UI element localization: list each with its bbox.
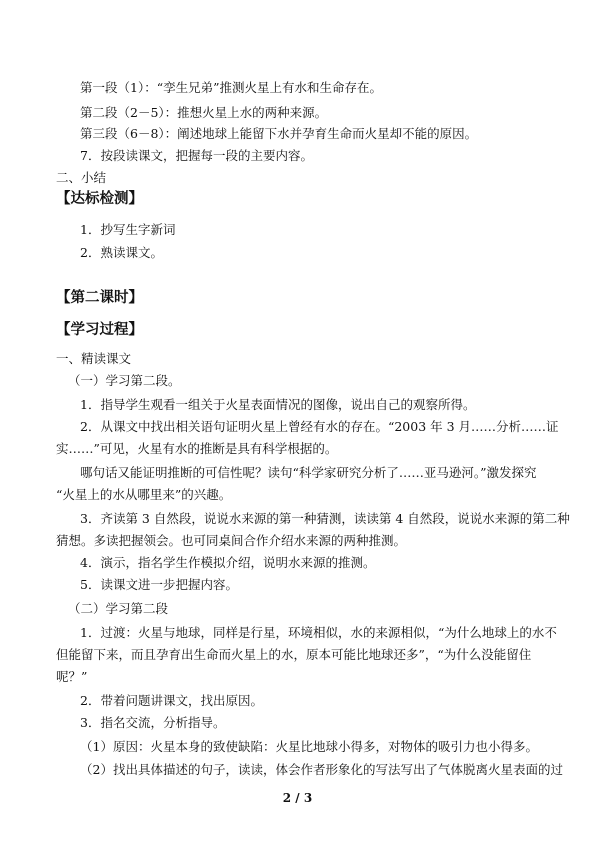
paragraph-5: 4．演示，指名学生作模拟介绍，说明水来源的推测。 — [80, 555, 376, 570]
paragraph-6: 5．读课文进一步把握内容。 — [80, 577, 238, 592]
transition-line-1: 1．过渡：火星与地球，同样是行星，环境相似，水的来源相似，“为什么地球上的水不 — [80, 625, 557, 640]
paragraph-2-line-1: 2．从课文中找出相关语句证明火星上曾经有水的存在。“2003 年 3 月……分析……证 — [80, 419, 559, 434]
subsection-1: （一）学习第二段。 — [68, 373, 181, 388]
paragraph-4-line-1: 3．齐读第 3 自然段，说说水来源的第一种猜测，读读第 4 自然段，说说水来源的第二种 — [80, 511, 570, 526]
section-1-heading: 一、精读课文 — [56, 351, 132, 366]
check-item-2: 2．熟读课文。 — [80, 245, 163, 260]
process-heading: 【学习过程】 — [56, 322, 143, 338]
page-number: 2 / 3 — [282, 791, 313, 805]
outline-part-2: 第二段（2－5）：推想火星上水的两种来源。 — [80, 105, 328, 120]
paragraph-4-line-2: 猜想。多读把握领会。也可同桌间合作介绍水来源的两种推测。 — [56, 533, 407, 548]
check-item-1: 1．抄写生字新词 — [80, 222, 176, 237]
paragraph-1: 1．指导学生观看一组关于火星表面情况的图像，说出自己的观察所得。 — [80, 397, 476, 412]
subsection-2: （二）学习第二段 — [68, 601, 169, 616]
transition-line-2: 但能留下来，而且孕育出生命而火星上的水，原本可能比地球还多”，“为什么没能留住 — [56, 647, 532, 662]
outline-part-3: 第三段（6－8）：阐述地球上能留下水并孕育生命而火星却不能的原因。 — [80, 126, 478, 141]
reason-2: （2）找出具体描述的句子，读读，体会作者形象化的写法写出了气体脱离火星表面的过 — [80, 762, 563, 777]
reason-1: （1）原因：火星本身的致使缺陷：火星比地球小得多，对物体的吸引力也小得多。 — [80, 739, 538, 754]
step-2: 2．带着问题讲课文，找出原因。 — [80, 693, 263, 708]
paragraph-2-line-2: 实……”可见，火星有水的推断是具有科学根据的。 — [56, 441, 338, 456]
step-7: 7．按段读课文，把握每一段的主要内容。 — [80, 148, 313, 163]
transition-line-3: 呢？” — [56, 669, 88, 684]
summary-heading: 二、小结 — [56, 170, 107, 185]
outline-part-1: 第一段（1）：“孪生兄弟”推测火星上有水和生命存在。 — [80, 80, 382, 95]
paragraph-3-line-1: 哪句话又能证明推断的可信性呢？读句“科学家研究分析了……亚马逊河。”激发探究 — [80, 465, 537, 480]
check-heading: 【达标检测】 — [56, 191, 143, 207]
step-3: 3．指名交流，分析指导。 — [80, 715, 226, 730]
lesson2-heading: 【第二课时】 — [56, 290, 143, 306]
paragraph-3-line-2: “火星上的水从哪里来”的兴趣。 — [56, 487, 232, 502]
